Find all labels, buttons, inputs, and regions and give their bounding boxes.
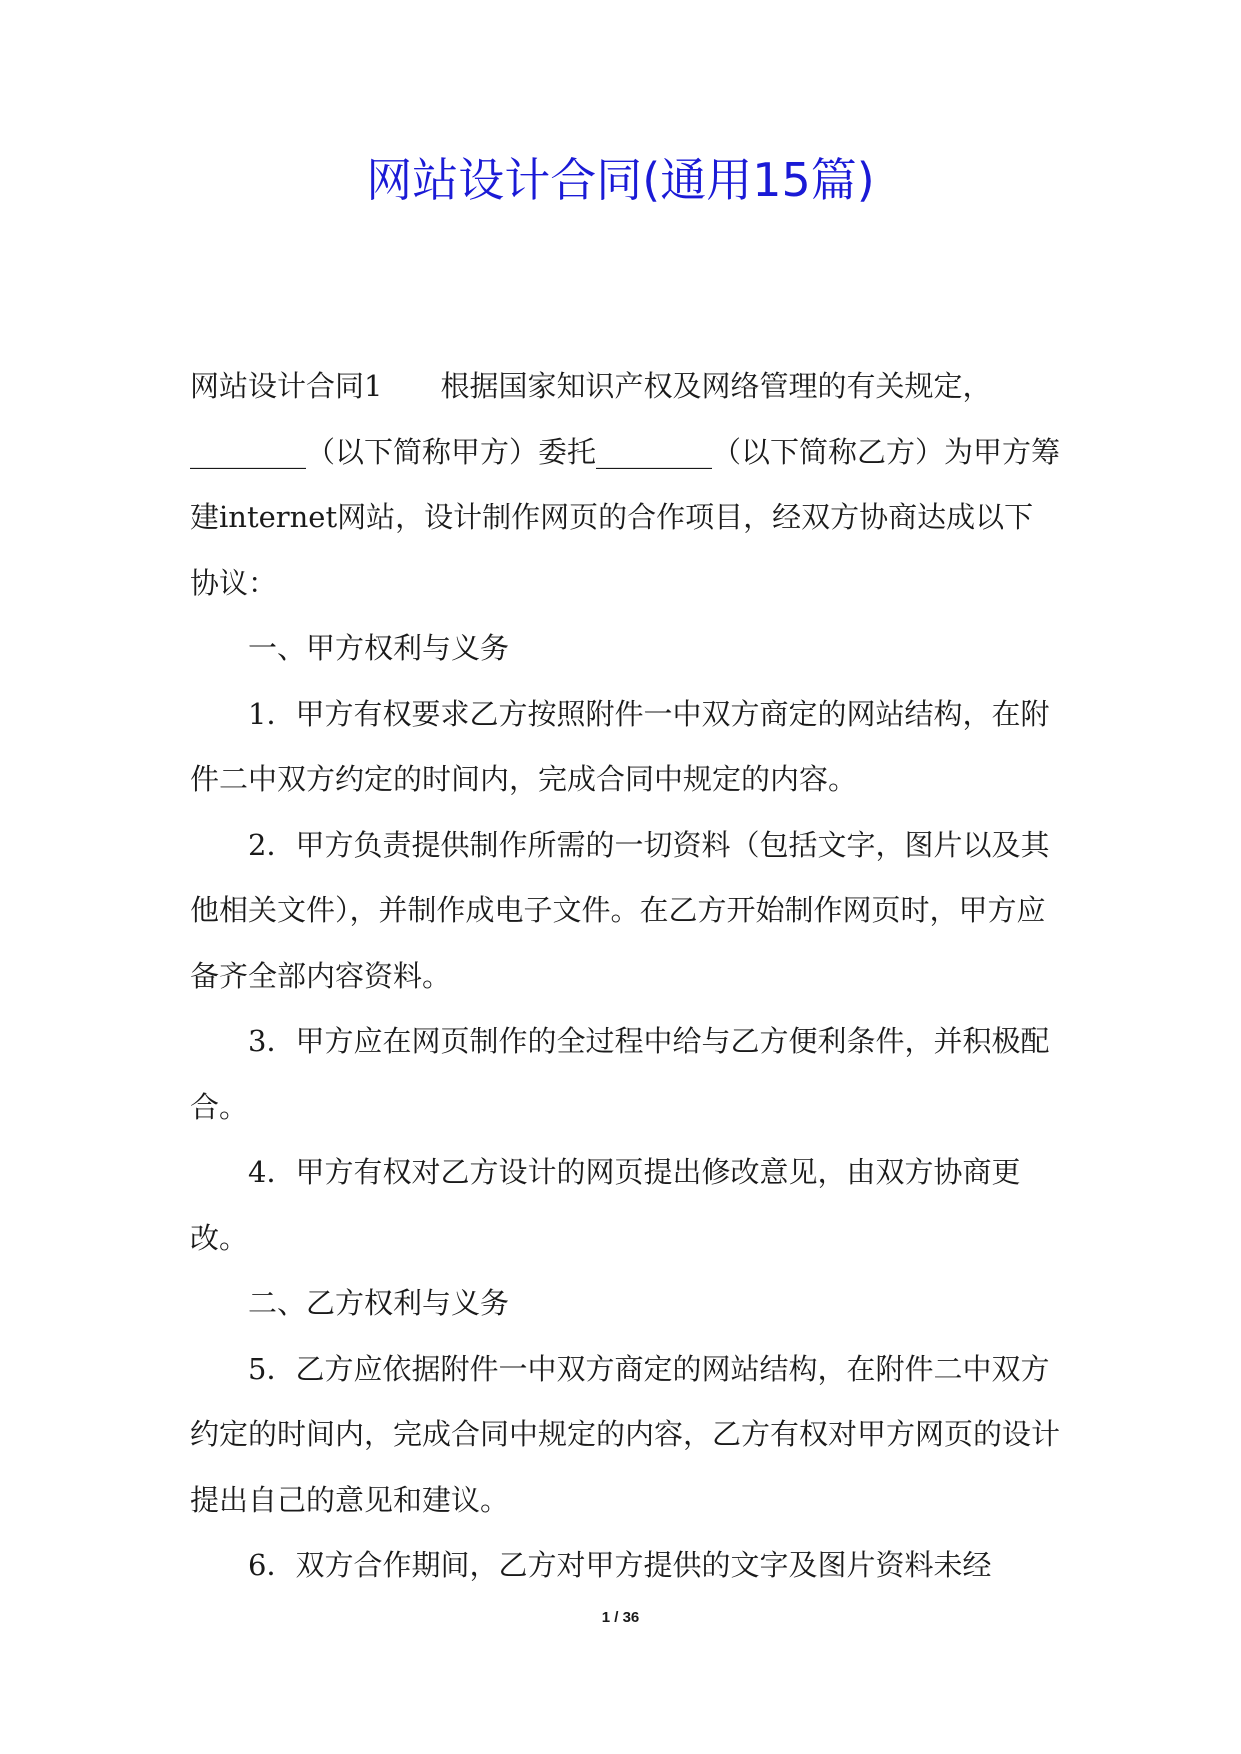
clause-1: 1．甲方有权要求乙方按照附件一中双方商定的网站结构，在附件二中双方约定的时间内，完成合同中规定的内容。 xyxy=(190,696,1050,796)
clause-4: 4．甲方有权对乙方设计的网页提出修改意见，由双方协商更改。 xyxy=(190,1155,1021,1255)
intro-paragraph xyxy=(190,354,1062,616)
document-body xyxy=(190,354,1062,1599)
document-title: 网站设计合同(通用15篇) xyxy=(366,153,875,207)
section-heading-party-b: 二、乙方权利与义务 xyxy=(248,1286,510,1320)
clause-3: 3．甲方应在网页制作的全过程中给与乙方便利条件，并积极配合。 xyxy=(190,1024,1050,1124)
page-number: 1 / 36 xyxy=(601,1609,640,1626)
clause-2: 2．甲方负责提供制作所需的一切资料（包括文字，图片以及其他相关文件），并制作成电子文件。在乙方开始制作网页时，甲方应备齐全部内容资料。 xyxy=(190,827,1050,993)
clause-6: 6．双方合作期间，乙方对甲方提供的文字及图片资料未经 xyxy=(248,1548,992,1582)
intro-text: 根据国家知识产权及网络管理的有关规定，________（以下简称甲方）委托________（以下简称乙方）为甲方筹建internet网站，设计制作网页的合作项目，经双方协商达成以下协议： xyxy=(190,369,1061,600)
section-heading-party-a: 一、甲方权利与义务 xyxy=(248,631,510,665)
clause-5: 5．乙方应依据附件一中双方商定的网站结构，在附件二中双方约定的时间内，完成合同中规定的内容，乙方有权对甲方网页的设计提出自己的意见和建议。 xyxy=(190,1351,1061,1517)
contract-heading: 网站设计合同1 xyxy=(190,369,383,403)
